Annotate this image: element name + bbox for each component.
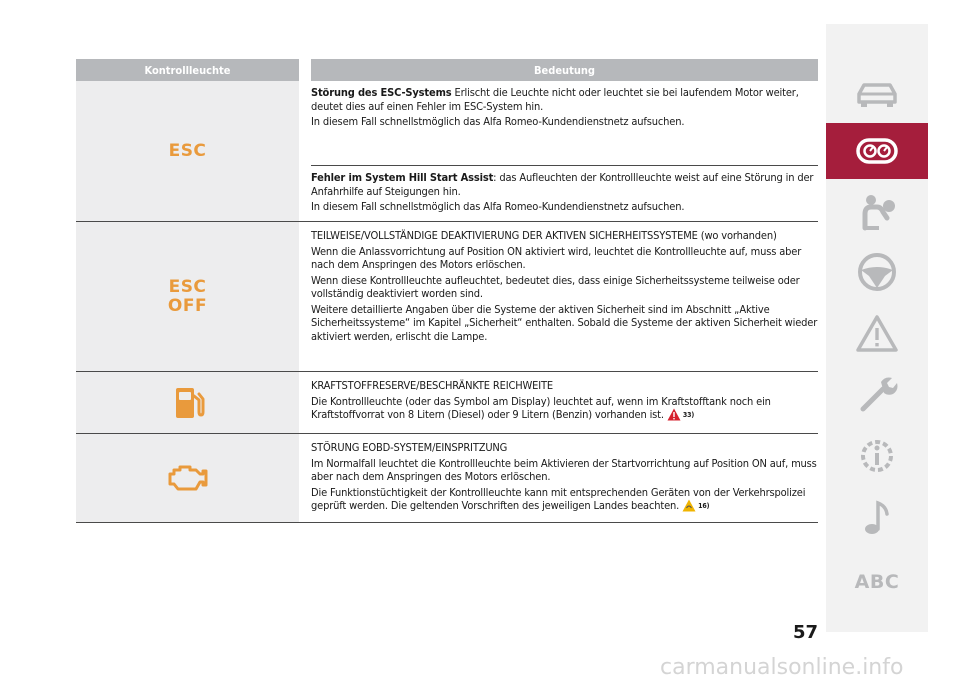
- table-row-esc-off: [76, 222, 818, 372]
- table-row-fuel-reserve: [76, 372, 818, 434]
- dashboard-icon: [853, 131, 901, 171]
- note-reference: 33): [682, 411, 695, 419]
- meaning-cell: TEILWEISE/VOLLSTÄNDIGE DEAKTIVIERUNG DER AKTIVEN SICHERHEITSSYSTEME (wo vorhanden) Wenn die Anlassvorrichtung auf Position ON aktiviert wird, leuchtet die Kontrollleuchte auf, muss aber nach dem Anspringen des Motors erlöschen. Wenn diese Kontrollleuchte aufleuchtet, bedeutet dies, dass einige Sicherheitssysteme teilweise oder vollständig deaktiviert worden sind. Weitere detaillierte Angaben über die Systeme der aktiven Sicherheit sind im Abschnitt „Aktive Sicherheitssysteme“ im Kapitel „Sicherheit“ enthalten. Sobald die Systeme der aktiven Sicherheit wieder aktiviert werden, erlischt die Lampe.: [311, 229, 818, 343]
- esc-fault-section: Störung des ESC-Systems Erlischt die Leuchte nicht oder leuchtet sie bei laufendem Motor weiter, deutet dies auf einen Fehler im ESC-System hin. In diesem Fall schnellstmöglich das Alfa Romeo-Kundendienstnetz aufsuchen.: [311, 86, 799, 128]
- warning-triangle-icon: [682, 499, 696, 512]
- sidebar-item-dashboard[interactable]: [826, 123, 928, 179]
- watermark: carmanualsonline.info: [660, 655, 904, 680]
- engine-icon: [166, 462, 210, 494]
- steering-wheel-icon: [853, 252, 901, 292]
- esc-warning-icon: ESC: [168, 140, 207, 161]
- airbag-person-icon: [853, 192, 901, 232]
- note-reference: 16): [698, 502, 710, 510]
- sidebar-item-warning[interactable]: [826, 306, 928, 362]
- wrench-icon: [853, 374, 901, 414]
- fuel-pump-icon: [168, 386, 208, 420]
- sidebar-item-index[interactable]: [826, 554, 928, 610]
- warning-triangle-icon: [667, 408, 681, 421]
- section-title: Fehler im System Hill Start Assist: [311, 171, 494, 184]
- sidebar-item-multimedia[interactable]: [826, 490, 928, 546]
- hill-start-assist-section: Fehler im System Hill Start Assist: das Aufleuchten der Kontrollleuchte weist auf eine Störung in der Anfahrhilfe auf Steigungen hin. In diesem Fall schnellstmöglich das Alfa Romeo-Kundendienstnetz aufsuchen.: [311, 165, 818, 221]
- table-header: [76, 59, 818, 81]
- car-icon: [853, 74, 901, 114]
- esc-off-warning-icon: ESC OFF: [167, 276, 208, 316]
- section-title: Störung des ESC-Systems: [311, 86, 452, 99]
- icon-cell: [76, 222, 299, 371]
- warning-triangle-icon: [853, 314, 901, 354]
- icon-cell: [76, 81, 299, 221]
- header-kontrollleuchte: Kontrollleuchte: [76, 59, 299, 81]
- table-row-eobd: [76, 434, 818, 523]
- meaning-cell: STÖRUNG EOBD-SYSTEM/EINSPRITZUNG Im Normalfall leuchtet die Kontrollleuchte beim Aktivieren der Startvorrichtung auf Position ON auf, muss aber nach dem Anspringen des Motors erlöschen. Die Funktionstüchtigkeit der Kontrollleuchte kann mit entsprechenden Geräten von der Verkehrspolizei geprüft werden. Die geltenden Vorschriften des jeweiligen Landes beachten. 16): [311, 441, 817, 512]
- music-note-icon: [853, 498, 901, 538]
- abc-index-label: ABC: [854, 571, 900, 593]
- table-row-esc: [76, 81, 818, 222]
- sidebar-item-driving[interactable]: [826, 244, 928, 300]
- meaning-cell: [311, 81, 818, 221]
- header-bedeutung: Bedeutung: [311, 59, 818, 81]
- sidebar-item-car[interactable]: [826, 66, 928, 122]
- icon-cell: [76, 434, 299, 522]
- sidebar-item-safety[interactable]: [826, 184, 928, 240]
- sidebar-item-maintenance[interactable]: [826, 366, 928, 422]
- icon-cell: [76, 372, 299, 433]
- meaning-cell: KRAFTSTOFFRESERVE/BESCHRÄNKTE REICHWEITE Die Kontrollleuchte (oder das Symbol am Display) leuchtet auf, wenn im Kraftstofftank noch ein Kraftstoffvorrat von 8 Litern (Diesel) oder 9 Litern (Benzin) vorhanden ist. 33): [311, 379, 771, 421]
- sidebar-item-technical-data[interactable]: [826, 428, 928, 484]
- gear-info-icon: [853, 436, 901, 476]
- chapter-sidebar: [826, 24, 928, 632]
- warning-lights-table: [76, 59, 818, 523]
- page-number: 57: [793, 622, 819, 643]
